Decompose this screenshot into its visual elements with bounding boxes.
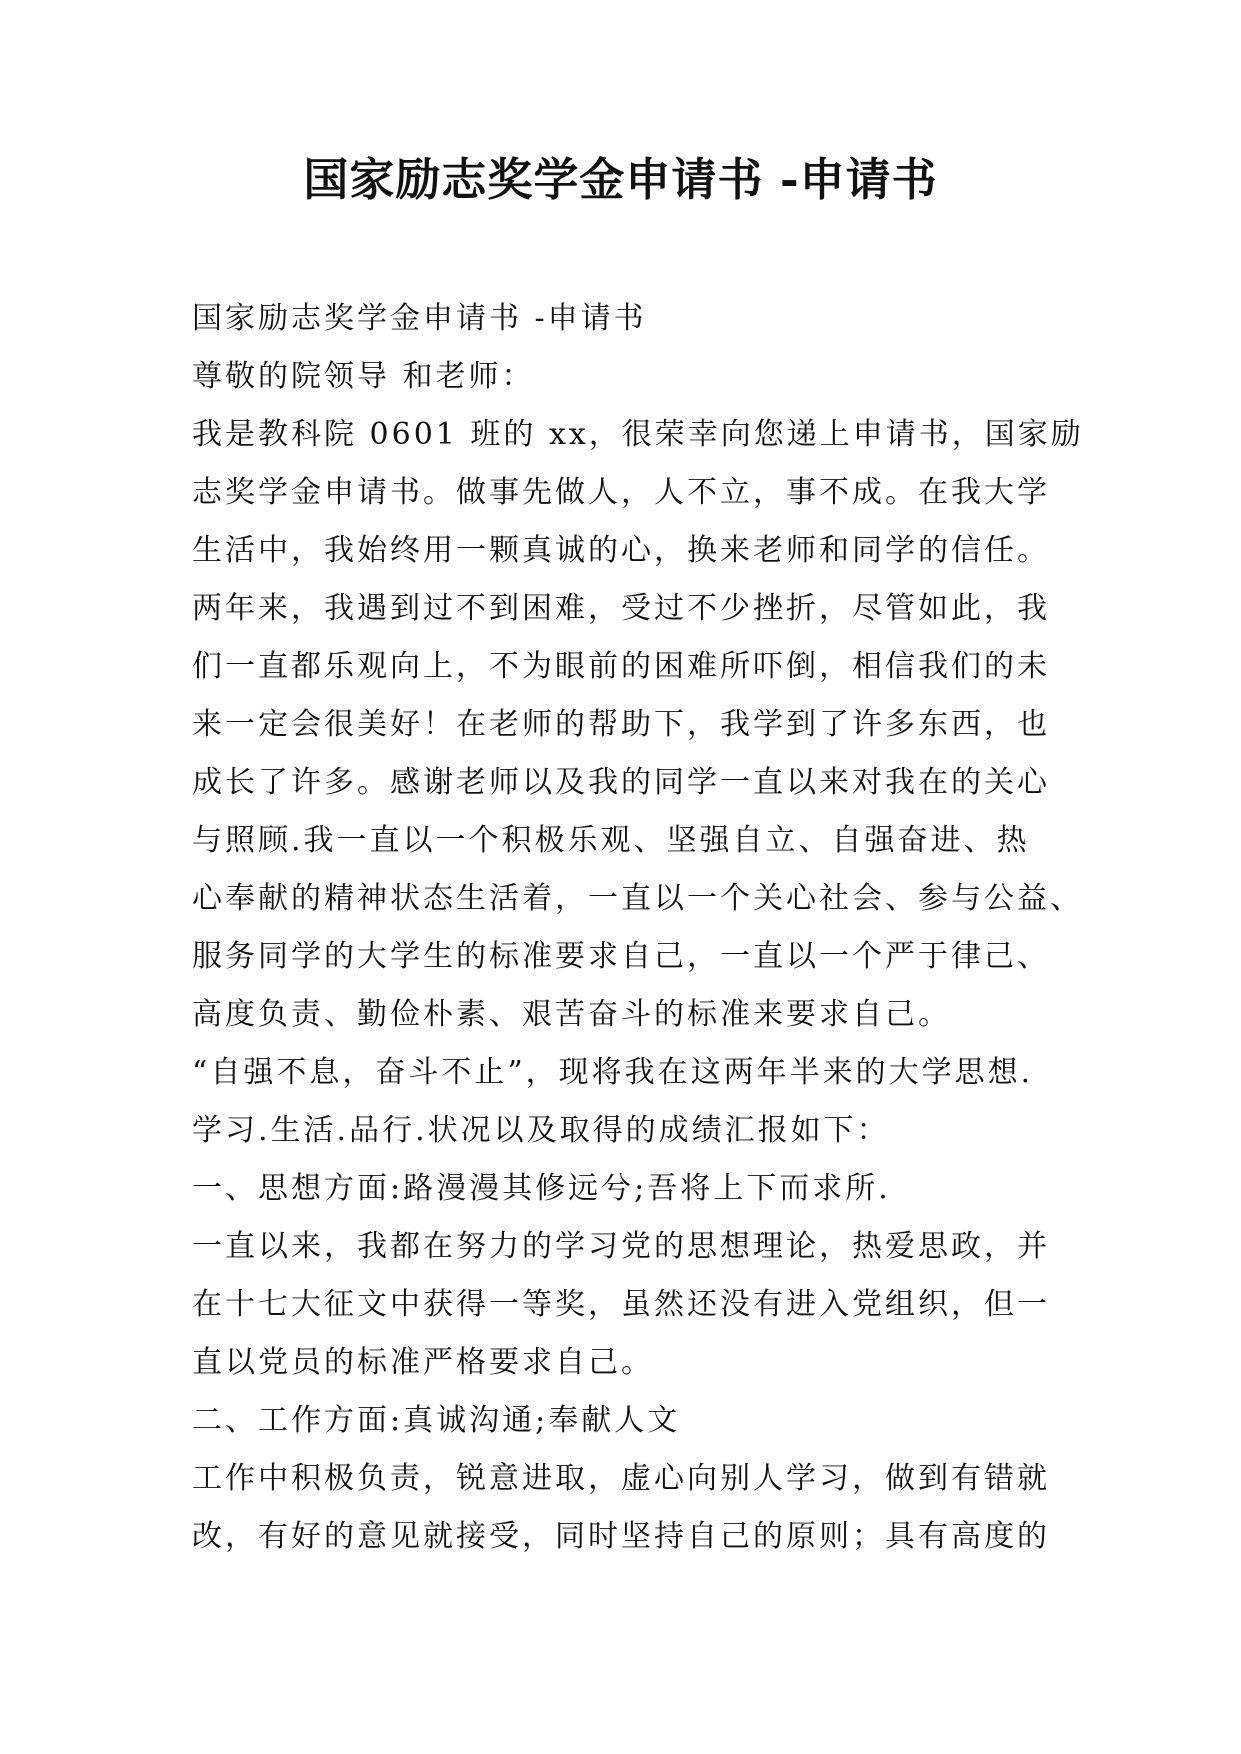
body-line: 与照顾.我一直以一个积极乐观、坚强自立、自强奋进、热 bbox=[192, 823, 1030, 858]
body-line: 来一定会很美好！在老师的帮助下，我学到了许多东西，也 bbox=[192, 707, 1050, 742]
body-line: 志奖学金申请书。做事先做人，人不立，事不成。在我大学 bbox=[192, 475, 1050, 510]
body-line: 服务同学的大学生的标准要求自己，一直以一个严于律己、 bbox=[192, 939, 1050, 974]
body-line: 一直以来，我都在努力的学习党的思想理论，热爱思政，并 bbox=[192, 1229, 1050, 1264]
body-line: 一、思想方面:路漫漫其修远兮;吾将上下而求所. bbox=[192, 1171, 891, 1206]
body-line: 二、工作方面:真诚沟通;奉献人文 bbox=[192, 1403, 681, 1438]
body-line: 生活中，我始终用一颗真诚的心，换来老师和同学的信任。 bbox=[192, 533, 1050, 568]
document-title: 国家励志奖学金申请书 -申请书 bbox=[303, 153, 938, 206]
body-line: 高度负责、勤俭朴素、艰苦奋斗的标准来要求自己。 bbox=[192, 997, 951, 1032]
body-line: 改，有好的意见就接受，同时坚持自己的原则；具有高度的 bbox=[192, 1519, 1050, 1554]
body-line: 心奉献的精神状态生活着，一直以一个关心社会、参与公益、 bbox=[192, 881, 1083, 916]
body-line: 直以党员的标准严格要求自己。 bbox=[192, 1345, 654, 1380]
document-body bbox=[192, 290, 1092, 1566]
body-line: 两年来，我遇到过不到困难，受过不少挫折，尽管如此，我 bbox=[192, 591, 1050, 626]
body-line: 学习.生活.品行.状况以及取得的成绩汇报如下： bbox=[192, 1113, 890, 1148]
body-line: 在十七大征文中获得一等奖，虽然还没有进入党组织，但一 bbox=[192, 1287, 1050, 1322]
body-line: 我是教科院 0601 班的 xx，很荣幸向您递上申请书，国家励 bbox=[192, 417, 1084, 452]
body-line: 工作中积极负责，锐意进取，虚心向别人学习，做到有错就 bbox=[192, 1461, 1050, 1496]
body-line: 成长了许多。感谢老师以及我的同学一直以来对我在的关心 bbox=[192, 765, 1050, 800]
body-line: 们一直都乐观向上，不为眼前的困难所吓倒，相信我们的未 bbox=[192, 649, 1050, 684]
body-line: “自强不息，奋斗不止”，现将我在这两年半来的大学思想. bbox=[192, 1055, 1034, 1090]
body-line: 尊敬的院领导 和老师： bbox=[192, 359, 535, 394]
body-line: 国家励志奖学金申请书 -申请书 bbox=[192, 301, 647, 336]
